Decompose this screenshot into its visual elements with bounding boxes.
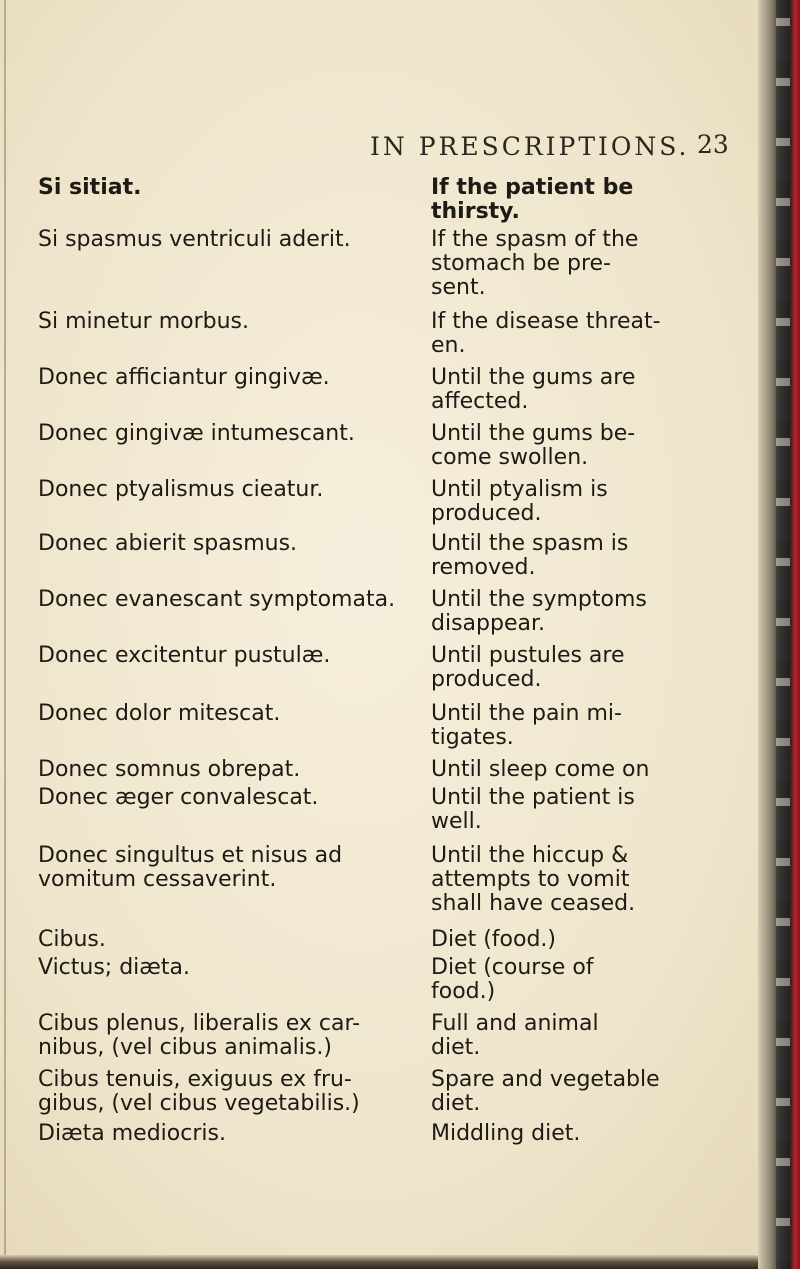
- english-translation: Until sleep come on: [431, 757, 650, 782]
- english-translation: Spare and vegetable diet.: [431, 1067, 660, 1116]
- latin-phrase: Donec ptyalismus cieatur.: [38, 477, 324, 502]
- latin-phrase: Si minetur morbus.: [38, 309, 249, 334]
- english-translation: Diet (course of food.): [431, 955, 594, 1004]
- english-translation: Until the hiccup & attempts to vomit shall have ceased.: [431, 843, 636, 916]
- latin-phrase: Donec æger convalescat.: [38, 785, 319, 810]
- spine-texture: [776, 0, 790, 1269]
- page-number: 23: [697, 130, 729, 159]
- latin-phrase: Cibus tenuis, exiguus ex fru- gibus, (vel cibus vegetabilis.): [38, 1067, 360, 1116]
- latin-phrase: Donec abierit spasmus.: [38, 531, 298, 556]
- english-translation: Until the spasm is removed.: [431, 531, 629, 580]
- latin-phrase: Diæta mediocris.: [38, 1121, 226, 1146]
- latin-phrase: Donec evanescant symptomata.: [38, 587, 396, 612]
- latin-phrase: Si sitiat.: [38, 175, 142, 200]
- latin-phrase: Donec somnus obrepat.: [38, 757, 301, 782]
- page-left-border: [4, 0, 6, 1269]
- english-translation: Until the pain mi- tigates.: [431, 701, 622, 750]
- english-translation: If the disease threat- en.: [431, 309, 661, 358]
- english-translation: Until the patient is well.: [431, 785, 635, 834]
- latin-phrase: Donec gingivæ intumescant.: [38, 421, 355, 446]
- english-translation: Until the gums be- come swollen.: [431, 421, 636, 470]
- english-translation: Full and animal diet.: [431, 1011, 599, 1060]
- english-translation: Diet (food.): [431, 927, 556, 952]
- latin-phrase: Donec excitentur pustulæ.: [38, 643, 331, 668]
- english-translation: Until the symptoms disappear.: [431, 587, 647, 636]
- english-translation: If the patient be thirsty.: [431, 175, 634, 224]
- latin-phrase: Cibus plenus, liberalis ex car- nibus, (vel cibus animalis.): [38, 1011, 361, 1060]
- page-bottom-edge: [0, 1255, 760, 1269]
- latin-phrase: Victus; diæta.: [38, 955, 190, 980]
- english-translation: Middling diet.: [431, 1121, 581, 1146]
- english-translation: Until pustules are produced.: [431, 643, 625, 692]
- latin-phrase: Donec dolor mitescat.: [38, 701, 281, 726]
- running-head: IN PRESCRIPTIONS.: [370, 132, 690, 161]
- english-translation: If the spasm of the stomach be pre- sent.: [431, 227, 639, 300]
- latin-phrase: Cibus.: [38, 927, 106, 952]
- latin-phrase: Donec singultus et nisus ad vomitum cessaverint.: [38, 843, 343, 892]
- latin-phrase: Si spasmus ventriculi aderit.: [38, 227, 351, 252]
- english-translation: Until the gums are affected.: [431, 365, 636, 414]
- english-translation: Until ptyalism is produced.: [431, 477, 608, 526]
- latin-phrase: Donec afficiantur gingivæ.: [38, 365, 330, 390]
